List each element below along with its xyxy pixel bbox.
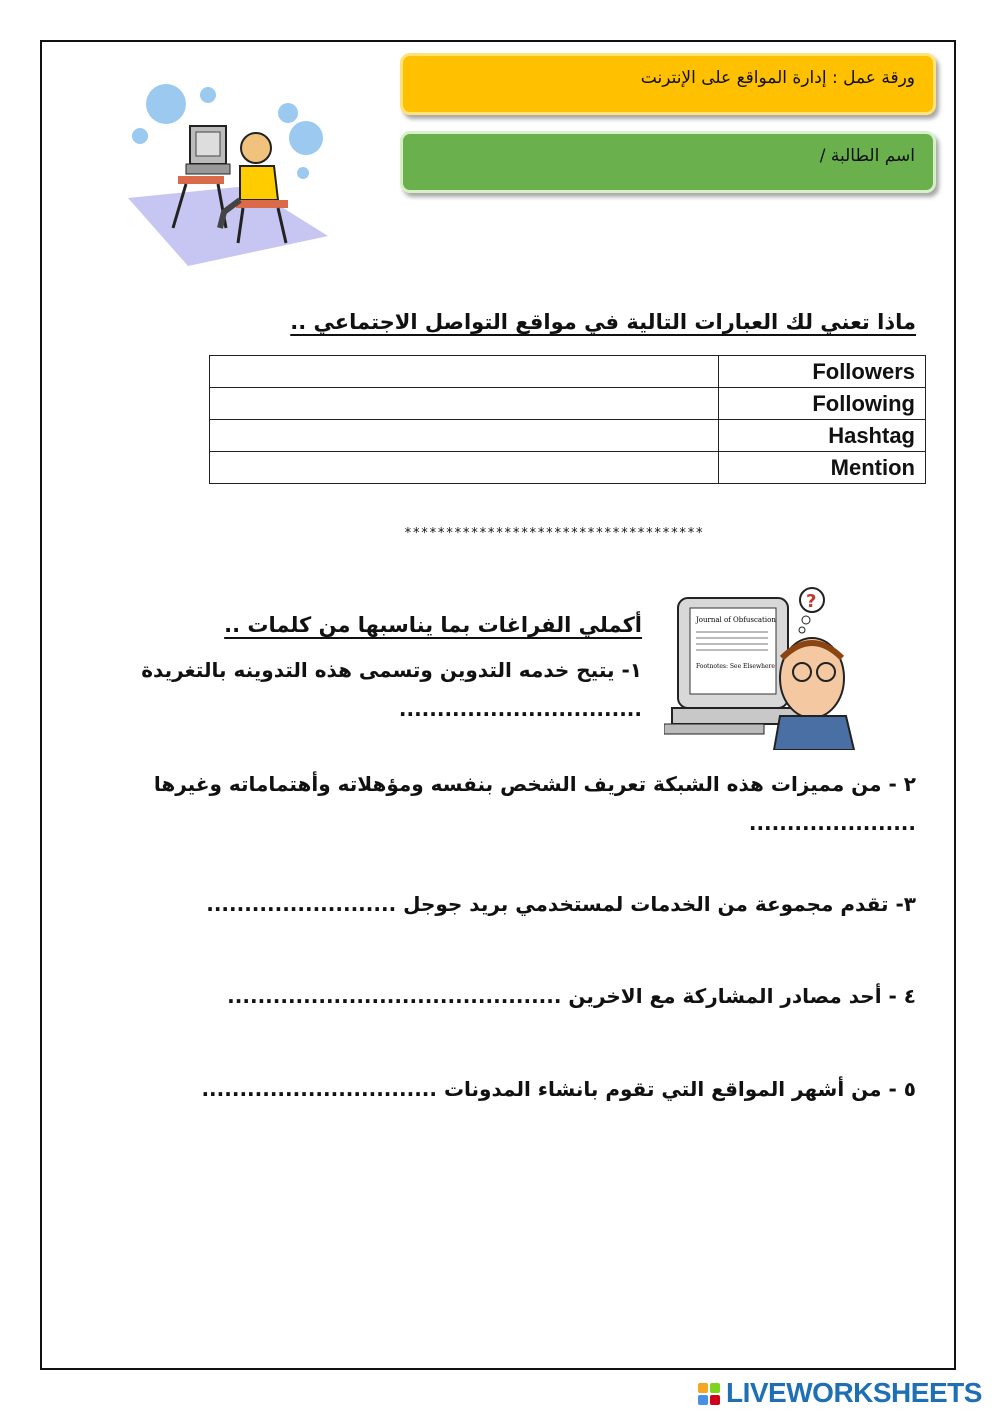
student-name-label: اسم الطالبة / [819, 146, 915, 166]
table-row [210, 420, 926, 452]
student-computer-clipart [128, 78, 334, 270]
table-row [210, 356, 926, 388]
student-name-banner [400, 131, 936, 193]
journal-text: Journal of Obfuscation [696, 616, 776, 624]
table-row [210, 452, 926, 484]
question-1-line1: ١- يتيح خدمه التدوين وتسمى هذه التدوينه بالتغريدة [141, 658, 642, 682]
table-row [210, 388, 926, 420]
answer-cell-4[interactable] [210, 452, 719, 484]
answer-cell-2[interactable] [210, 388, 719, 420]
answer-cell-3[interactable] [210, 420, 719, 452]
question-3: ٣- تقدم مجموعة من الخدمات لمستخدمي بريد جوجل ......................... [206, 892, 916, 916]
terms-table [209, 355, 926, 484]
svg-text:?: ? [806, 591, 817, 612]
liveworksheets-brand: LIVEWORKSHEETS [726, 1377, 982, 1408]
question-2-line1: ٢ - من مميزات هذه الشبكة تعريف الشخص بنفسه ومؤهلاته وأهتماماته وغيرها [153, 772, 916, 796]
term-cell: Following [719, 388, 926, 420]
question-5: ٥ - من أشهر المواقع التي تقوم بانشاء المدونات ............................... [201, 1077, 916, 1101]
liveworksheets-logo-icon [698, 1383, 722, 1407]
answer-cell-1[interactable] [210, 356, 719, 388]
section2-heading: أكملي الفراغات بما يناسبها من كلمات .. [224, 613, 642, 637]
worksheet-title-banner [400, 53, 936, 115]
term-cell: Mention [719, 452, 926, 484]
worksheet-title: ورقة عمل : إدارة المواقع على الإنترنت [640, 68, 915, 88]
term-cell: Hashtag [719, 420, 926, 452]
question-4: ٤ - أحد مصادر المشاركة مع الاخرين ............................................ [227, 984, 916, 1008]
question-2-blank[interactable]: ...................... [748, 811, 916, 835]
separator-stars: ************************************ [404, 526, 704, 541]
question-1-blank[interactable]: ................................ [398, 697, 642, 721]
footnotes-text: Footnotes: See Elsewhere [696, 663, 775, 670]
term-cell: Followers [719, 356, 926, 388]
confused-man-computer-clipart [664, 580, 860, 750]
section1-heading: ماذا تعني لك العبارات التالية في مواقع التواصل الاجتماعي .. [290, 310, 916, 334]
